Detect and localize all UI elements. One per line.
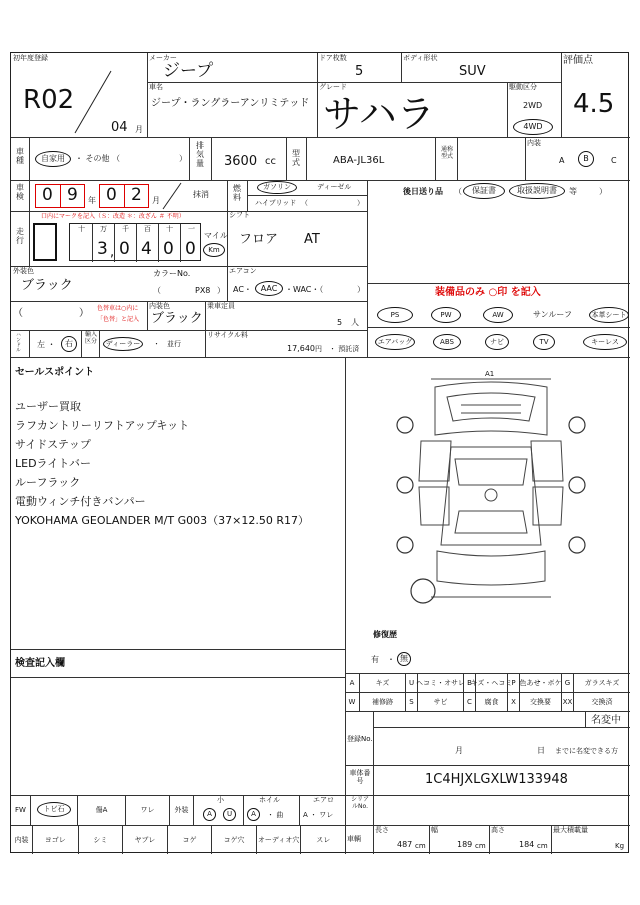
legend-cell: P xyxy=(507,673,519,692)
meter-label: 登録No. xyxy=(347,735,373,743)
legend-cell: B xyxy=(463,673,475,692)
yen-unit: 円 xyxy=(315,345,322,353)
width: 189 xyxy=(457,840,473,849)
first-reg-label: 初年度登録 xyxy=(13,54,48,62)
first-reg-era: R02 xyxy=(23,85,75,115)
odo-digit: 0 xyxy=(119,239,130,259)
interior-damage-item: コゲ穴 xyxy=(211,825,256,854)
capacity-label: 乗車定員 xyxy=(207,302,235,310)
body-type: SUV xyxy=(459,64,486,79)
shift: フロア AT xyxy=(239,232,320,247)
fuel-paren-open: （ xyxy=(301,199,308,207)
color-code-label: カラーNo. xyxy=(153,269,191,278)
grade-label: グレード xyxy=(319,83,347,91)
sales-point: YOKOHAMA GEOLANDER M/T G003（37×12.50 R17） xyxy=(15,514,309,527)
month-unit: 月 xyxy=(152,196,160,205)
odo-digit: 4 xyxy=(141,239,152,259)
legend-cell: ヘコミ・オサレ xyxy=(417,673,463,692)
repair-no-circled: 無 xyxy=(397,652,411,666)
docs-etc: 等 xyxy=(569,187,577,196)
diagonal-slash xyxy=(73,69,113,135)
fw-row xyxy=(11,795,345,825)
interior-row xyxy=(11,825,345,854)
sales-point: ルーフラック xyxy=(15,476,81,489)
odo-unit: 一 xyxy=(188,225,195,233)
legend-cell: 腐食 xyxy=(475,692,507,711)
warranty-circled: 保証書 xyxy=(463,183,505,199)
fw-ware-a: 傷A xyxy=(77,795,125,825)
equipment-item: エアバッグ xyxy=(375,334,415,350)
equipment-item: サンルーフ xyxy=(533,310,572,319)
legend-cell: A xyxy=(349,678,355,687)
odo-digit: 0 xyxy=(163,239,174,259)
equipment-item: ABS xyxy=(433,334,461,350)
equipment-item: PS xyxy=(377,307,413,323)
ext-color: ブラック xyxy=(21,278,73,293)
mileage-note: 口内にマークを記入（Ｓ：改造 ＊：改ざん ＃ 不明） xyxy=(41,213,185,220)
cm-unit: cm xyxy=(475,842,486,850)
odo-unit: 十 xyxy=(166,225,173,233)
odo-unit: 万 xyxy=(100,225,107,233)
grade: サハラ xyxy=(323,92,435,136)
paren-open: （ xyxy=(13,308,23,319)
legend-cell: キズ・ヘコミ xyxy=(475,673,507,692)
vin-label: 車体番号 xyxy=(349,769,371,786)
displacement: 3600 xyxy=(224,154,258,169)
gaiso-label: 外装 xyxy=(169,795,193,825)
inspection-month-digit: 2 xyxy=(131,185,142,205)
odo-divider xyxy=(158,224,159,262)
mile-unit: マイル xyxy=(204,231,228,240)
legend-cell: U xyxy=(405,673,417,692)
cc-unit: cc xyxy=(265,156,276,167)
interior-c: C xyxy=(611,156,617,165)
auction-sheet xyxy=(10,52,629,853)
cm-unit: cm xyxy=(415,842,426,850)
interior-damage-item: スレ xyxy=(300,825,345,854)
odo-divider xyxy=(136,224,137,262)
model: ジープ・ラングラーアンリミテッド xyxy=(151,98,310,109)
odo-divider xyxy=(92,224,93,262)
legend-cell: 交換済 xyxy=(573,692,630,711)
height-label: 高さ xyxy=(491,826,505,834)
hand-left: 左 ・ xyxy=(37,340,56,349)
small-u-circled: U xyxy=(223,808,236,821)
wac: ・WAC・（ xyxy=(285,285,324,294)
legend-cell: C xyxy=(463,692,475,711)
width-label: 幅 xyxy=(431,826,438,834)
hand-right-circled: 右 xyxy=(61,336,77,352)
ac-label: エアコン xyxy=(229,267,257,275)
km-circled: Km xyxy=(203,243,225,257)
int-color: ブラック xyxy=(151,311,203,326)
handle-label: ハンドル xyxy=(15,332,21,352)
repair-label: 修復歴 xyxy=(373,630,397,639)
height: 184 xyxy=(519,840,535,849)
drive-label: 駆動区分 xyxy=(509,83,537,91)
fuel-label: 燃料 xyxy=(233,184,241,203)
type-code: ABA-JL36L xyxy=(333,155,385,166)
int-color-label: 内装色 xyxy=(149,302,170,310)
aero-label: エアロ xyxy=(313,796,334,804)
doors-label: ドア枚数 xyxy=(319,54,347,62)
model-label: 車名 xyxy=(149,83,163,91)
odo-divider xyxy=(180,224,181,262)
aero-options: A ・ ワレ xyxy=(303,811,334,819)
fuel-gasoline-circled: ガソリン xyxy=(257,181,297,194)
manual-circled: 取扱説明書 xyxy=(509,183,565,199)
sales-point: ラフカントリーリフトアップキット xyxy=(15,419,190,432)
year-unit: 年 xyxy=(88,196,96,205)
weight-label: 最大積載量 xyxy=(553,826,588,834)
odo-comma: , xyxy=(110,245,115,260)
odo-divider xyxy=(114,224,115,262)
aac-circled: AAC xyxy=(255,281,283,296)
odo-digit: 0 xyxy=(185,239,196,259)
meter-note: までに名変できる方 xyxy=(555,747,618,755)
equipment-item: キーレス xyxy=(583,334,627,350)
replace-note-2: 「色替」と記入 xyxy=(97,316,140,323)
fuel-diesel: ディーゼル xyxy=(317,183,352,191)
reg-type-label: 車種 xyxy=(16,147,24,166)
type-label: 型式 xyxy=(292,149,300,168)
import-label: 輸入区分 xyxy=(84,331,97,345)
legend-cell: 色あせ・ボケ xyxy=(519,673,561,692)
legend-cell: S xyxy=(405,692,417,711)
check-heading: 検査記入欄 xyxy=(15,658,65,669)
recycle-fee: 17,640 xyxy=(287,344,315,353)
shift-label: シフト xyxy=(229,211,250,219)
legend-cell: XX xyxy=(561,692,573,711)
mileage-mark-box xyxy=(33,223,57,261)
maker: ジープ xyxy=(163,61,214,81)
interior-damage-item: コゲ xyxy=(167,825,212,854)
odo-unit: 十 xyxy=(78,225,85,233)
ac-close: ） xyxy=(357,285,365,294)
sales-point: 電動ウィンチ付きバンパー xyxy=(15,495,146,508)
first-reg-month: 04 xyxy=(111,120,128,135)
cm-unit: cm xyxy=(537,842,548,850)
slash xyxy=(161,181,183,211)
legend-cell: X xyxy=(507,692,519,711)
legend-cell: サビ xyxy=(417,692,463,711)
legend-cell: ガラスキズ xyxy=(573,673,630,692)
sales-point: サイドステップ xyxy=(15,438,91,451)
sales-point: ユーザー買取 xyxy=(15,400,81,413)
equipment-item: 本革シート xyxy=(589,307,629,323)
interior-damage-item: ヨゴレ xyxy=(44,835,66,844)
small-a-circled: A xyxy=(203,808,216,821)
color-code: PX8 xyxy=(195,286,211,295)
dealer-circled: ディーラー xyxy=(103,337,143,351)
maker-label: メーカー xyxy=(149,54,177,62)
recycle-label: リサイクル料 xyxy=(207,331,249,339)
own-use-circled: 自家用 xyxy=(35,151,71,167)
fuel-hybrid: ハイブリッド xyxy=(255,199,297,207)
fw-ware: ワレ xyxy=(125,795,169,825)
capacity-unit: 人 xyxy=(351,318,359,327)
deleted: 抹消 xyxy=(193,190,209,199)
displacement-label: 排気量 xyxy=(196,141,204,169)
replace-note-1: 色替車は○内に xyxy=(97,305,139,312)
repair-yes: 有 xyxy=(371,655,379,664)
interior-row-label: 内装 xyxy=(11,825,33,854)
length-label: 長さ xyxy=(375,826,389,834)
legend-cell: 交換要 xyxy=(519,692,561,711)
inspection-month-digit: 0 xyxy=(106,185,117,205)
serial-label: シリアルNo. xyxy=(350,796,369,810)
doors: 5 xyxy=(355,64,364,79)
inspection-year-digit: 0 xyxy=(42,185,53,205)
other-close: ） xyxy=(179,154,187,163)
month-unit: 月 xyxy=(135,125,143,134)
other-use: ・ その他 （ xyxy=(75,154,121,163)
equipment-item: PW xyxy=(431,307,461,323)
legend-cell: 補修跡 xyxy=(359,692,405,711)
legend-cell: G xyxy=(561,673,573,692)
small-label: 小 xyxy=(217,796,224,804)
odo-digit: 3 xyxy=(97,239,108,259)
fuel-paren-close: ） xyxy=(357,199,364,207)
wheel-bend: ・ 曲 xyxy=(267,811,284,819)
inspection-year-digit: 9 xyxy=(67,185,78,205)
interior-damage-item: ヤブレ xyxy=(122,825,167,854)
equipment-item: TV xyxy=(533,334,555,350)
meter-month: 月 xyxy=(455,746,463,755)
sales-point: LEDライトバー xyxy=(15,457,91,470)
equipment-item: AW xyxy=(483,307,513,323)
wheel-label: ホイル xyxy=(259,796,280,804)
docs-open: （ xyxy=(454,187,462,196)
fw-label: FW xyxy=(11,795,31,825)
docs-close: ） xyxy=(599,187,607,196)
interior-a: A xyxy=(559,156,565,165)
color-code-close: ） xyxy=(217,286,225,295)
deposit: ・ 預託済 xyxy=(329,345,360,353)
vin: 1C4HJXLGXLW133948 xyxy=(425,772,568,787)
kg-unit: Kg xyxy=(615,842,625,850)
equipment-heading: 装備品のみ ○印 を記入 xyxy=(435,287,541,298)
wheel-a-circled: A xyxy=(247,808,260,821)
equipment-item: ナビ xyxy=(485,334,509,350)
inspection-label: 車検 xyxy=(16,183,24,202)
length: 487 xyxy=(397,840,413,849)
odo-unit: 千 xyxy=(122,225,129,233)
sales-points xyxy=(15,401,343,541)
parallel: ・ 並行 xyxy=(153,340,181,348)
repair-sep: ・ xyxy=(387,655,395,664)
interior-damage-item: シミ xyxy=(78,825,123,854)
drive-4wd-circled: 4WD xyxy=(513,119,553,135)
odometer xyxy=(69,223,201,261)
interior-label: 内装 xyxy=(527,139,541,147)
score: 4.5 xyxy=(573,89,615,119)
interior-damage-item: オーディオ穴 xyxy=(256,825,301,854)
meter-day: 日 xyxy=(537,746,545,755)
dims-label: 車輌 xyxy=(347,835,361,843)
body-label: ボディ形状 xyxy=(403,54,438,62)
interior-b-circled: B xyxy=(578,151,594,167)
name-change: 名変中 xyxy=(591,715,621,726)
car-damage-diagram xyxy=(391,375,591,605)
equipment-grid xyxy=(367,301,630,357)
docs-label: 後日送り品 xyxy=(403,187,443,196)
legend-cell: キズ xyxy=(359,673,405,692)
drive-2wd: 2WD xyxy=(523,101,543,110)
mileage-label: 走行 xyxy=(16,227,24,246)
score-label: 評価点 xyxy=(563,55,593,66)
tobi-circled: トビ石 xyxy=(37,802,71,817)
paren-close: ） xyxy=(79,308,89,319)
diagram-a1: A1 xyxy=(485,370,495,378)
capacity: 5 xyxy=(337,318,343,327)
color-code-open: （ xyxy=(153,286,161,295)
sales-heading: セールスポイント xyxy=(15,367,95,378)
ac: AC・ xyxy=(233,285,252,294)
tsusho-label: 通称型式 xyxy=(440,146,453,160)
legend-cell: W xyxy=(348,697,356,706)
ext-color-label: 外装色 xyxy=(13,267,34,275)
odo-unit: 百 xyxy=(144,225,151,233)
